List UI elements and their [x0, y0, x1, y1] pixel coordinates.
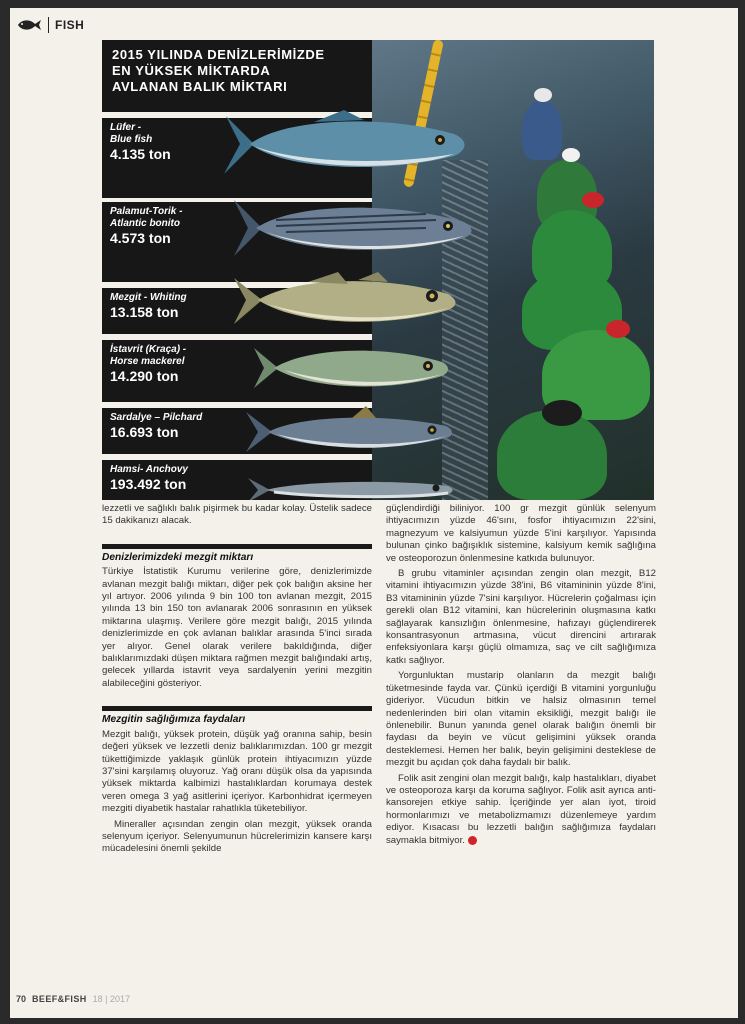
fisherman-cap: [562, 148, 580, 162]
fisherman-cap: [534, 88, 552, 102]
catch-amount: 16.693 ton: [110, 424, 179, 440]
fisherman-cap: [542, 400, 582, 426]
species-name: Mezgit - Whiting: [110, 292, 187, 303]
body-paragraph: Mezgit balığı, yüksek protein, düşük yağ oranına sahip, besin değeri yüksek ve lezzetli deniz balıklarımızdan. 100 gr mezgit tükettiğimizde yaklaşık günlük protein ihtiyacımızın yüzde 37'sini karşılamış oluyoruz. Yağ oranı düşük olsa da yapısında yüksek miktarda kalbimizi hastalıklardan korumaya destek veren omega 3 yağ asitlerini içeriyor. Karbonhidrat içermeyen mezgiti diyabetik hastalar rahatlıkla tüketebiliyor.: [102, 728, 372, 815]
body-paragraph: Mineraller açısından zengin olan mezgit, yüksek oranda selenyum içeriyor. Selenyumunun hücrelerimizin kansere karşı mücadelesini önemli şekilde: [102, 818, 372, 855]
fisherman: [522, 100, 562, 160]
whiting-illustration: [228, 266, 460, 336]
magazine-brand: BEEF&FISH: [32, 994, 87, 1004]
title-line: AVLANAN BALIK MİKTARI: [112, 79, 288, 94]
anchovy-illustration: [244, 472, 456, 500]
section-divider: [102, 706, 372, 711]
pilchard-illustration: [242, 402, 456, 460]
horse-mackerel-illustration: [250, 336, 450, 400]
species-name: Blue fish: [110, 134, 153, 145]
body-paragraph: güçlendirdiği biliniyor. 100 gr mezgit günlük selenyum ihtiyacımızın yüzde 46'sını, fosfor ihtiyacımızın 22'sini, magnezyum ve kalsiyumun yüzde 5'ini karşılıyor. Yapısında bulunan çinko bağışıklık sistemine, kalsiyum kemik sağlığına ve osteoporozun önlenmesine katkıda bulunuyor.: [386, 503, 656, 564]
catch-amount: 4.573 ton: [110, 230, 171, 246]
fisherman-cap: [606, 320, 630, 338]
catch-infographic: [102, 40, 654, 500]
catch-amount: 193.492 ton: [110, 476, 187, 492]
species-name: Palamut-Torik -: [110, 206, 183, 217]
catch-amount: 4.135 ton: [110, 146, 171, 162]
article-right-column: [386, 503, 656, 850]
section-title: Mezgitin sağlığımıza faydaları: [102, 714, 246, 726]
section-title: Denizlerimizdeki mezgit miktarı: [102, 551, 254, 563]
species-name: Atlantic bonito: [110, 218, 180, 229]
species-name: Horse mackerel: [110, 356, 185, 367]
catch-amount: 14.290 ton: [110, 368, 179, 384]
issue-label: 18 | 2017: [92, 994, 130, 1004]
section-header: [16, 14, 84, 36]
species-name: Lüfer -: [110, 122, 142, 133]
species-name: Hamsi- Anchovy: [110, 464, 188, 475]
body-paragraph: Türkiye İstatistik Kurumu verilerine göre, denizlerimizde avlanan mezgit balığı miktarı, diğer pek çok balığın aksine her yıl artıyor. 2006 yılında 9 bin 100 ton avlanan mezgit, 2015 yılında 13 bin 150 ton avlanarak 2006 sonrasının en yüksek miktarına ulaşmış. Verilere göre mezgit balığı, 2015 yılında denizlerimizde en çok avlanan balıklar arasında 5'inci sırada yer alıyor. Genel olarak verilere bakıldığında, diğer balıklarımızdaki düşen miktara rağmen mezgit balığındaki artış, gelecek yıllarda istavrit veya sardalyenin yerini mezgitin alabileceğini gösteriyor.: [102, 566, 372, 689]
species-name: Sardalye – Pilchard: [110, 412, 203, 423]
page-footer: [16, 994, 130, 1004]
article-left-column: [102, 503, 372, 859]
fisherman-cap: [582, 192, 604, 208]
body-paragraph-text: Folik asit zengini olan mezgit balığı, kalp hastalıkları, diyabet ve osteoporoza karşı da koruma sağlıyor. Folik asit ayrıca anti-kansorejen etkiye sahip. İçeriğinde yer alan iyot, tiroid hormonlarımızı ve metabolizmamızı düzenlemeye yardım ediyor. Kısacası bu lezzetli balığın sağlığımıza faydaları saymakla bitmiyor.: [386, 772, 656, 846]
page-number: 70: [16, 994, 27, 1004]
intro-paragraph: lezzetli ve sağlıklı balık pişirmek bu kadar kolay. Üstelik sadece 15 dakikanızı alacak.: [102, 503, 372, 527]
body-paragraph-last: [386, 773, 656, 847]
header-divider: [48, 17, 49, 33]
body-paragraph: Yorgunluktan mustarip olanların da mezgit balığı tüketmesinde fayda var. Çünkü içerdiği B vitamini yorgunluğu gideriyor. Vücudun bitkin ve halsiz olmasının temel nedenlerinden biri olan vitamin eksikliği, mezgit balığı ile önlenebilir. Bunun yanında genel olarak balığın önemli bir faydası da beyin ve vücut gelişimini yüksek oranda desteklemesi. Hemen her balık, beyin gelişimini desteklese de mezgit bu açıdan çok daha faydalı bir balık.: [386, 670, 656, 769]
catch-amount: 13.158 ton: [110, 304, 179, 320]
fish-icon: [16, 18, 42, 32]
bonito-illustration: [226, 190, 476, 266]
species-name: İstavrit (Kraça) -: [110, 344, 187, 355]
infographic-title: [102, 40, 372, 112]
title-line: EN YÜKSEK MİKTARDA: [112, 63, 271, 78]
bluefish-illustration: [214, 104, 474, 186]
section-divider: [102, 544, 372, 549]
section-label: FISH: [55, 18, 85, 32]
body-paragraph: B grubu vitaminler açısından zengin olan mezgit, B12 vitamini ihtiyacımızın yüzde 38'ini, B6 vitamininin yüzde 8'ini, B3 vitamininin yüzde 7'sini karşılıyor. Hücrelerin çoğalması için gerekli olan B12 vitamini, kan hücrelerinin oluşmasına katkı sağlayarak kansızlığın önlenmesine, hafızayı güçlendirerek konsantrasyonun artmasına, vücut direncini artırarak enfeksiyonlara karşı güçlü olmamıza, saç ve cilt sağlığımıza katkı sağlıyor.: [386, 568, 656, 666]
magazine-page: [10, 8, 738, 1018]
end-of-article-icon: [468, 836, 477, 845]
title-line: 2015 YILINDA DENİZLERİMİZDE: [112, 47, 325, 62]
